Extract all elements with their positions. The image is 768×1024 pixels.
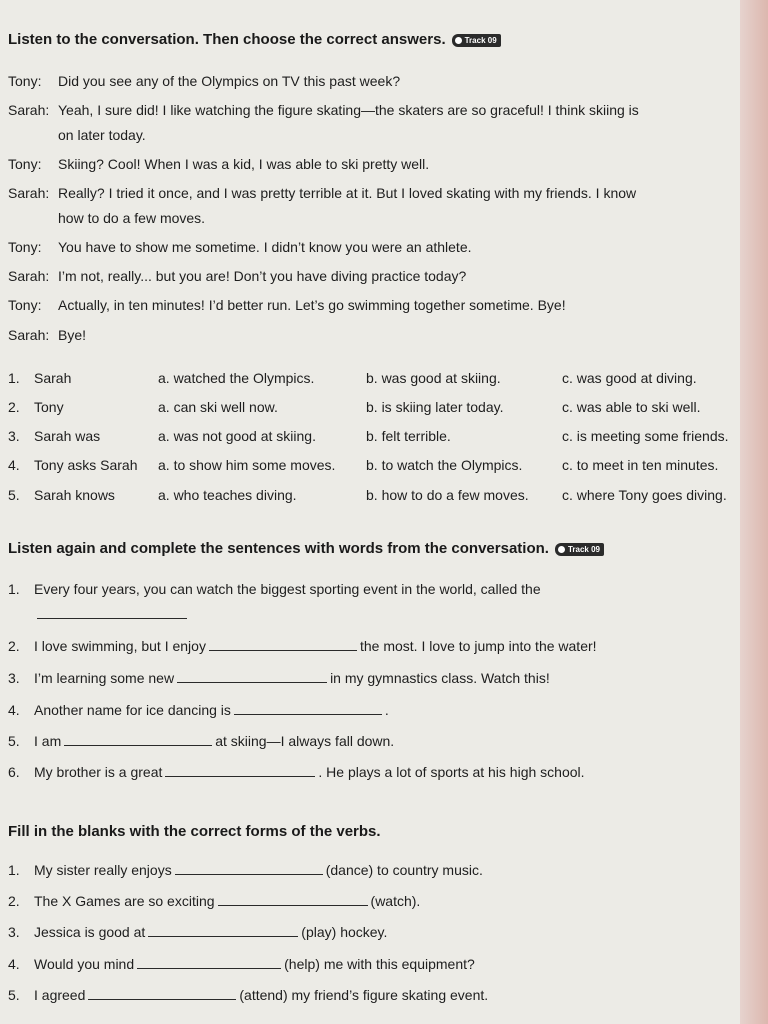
option-a[interactable]: a. watched the Olympics. bbox=[158, 370, 315, 386]
option-c[interactable]: c. was able to ski well. bbox=[562, 399, 701, 415]
option-c[interactable]: c. where Tony goes diving. bbox=[562, 487, 727, 503]
option-c[interactable]: c. was good at diving. bbox=[562, 370, 697, 386]
sentence-item-continuation bbox=[34, 606, 190, 622]
question-stem: Sarah was bbox=[34, 428, 101, 444]
dialogue-continuation: on later today. bbox=[58, 127, 146, 143]
sentence-item: 4. Another name for ice dancing is . bbox=[8, 702, 389, 718]
question-stem: Sarah knows bbox=[34, 487, 115, 503]
question-stem: Tony bbox=[34, 399, 64, 415]
answer-blank[interactable] bbox=[165, 764, 315, 777]
audio-disc-icon bbox=[455, 37, 462, 44]
track-badge: Track 09 bbox=[452, 34, 501, 47]
answer-blank[interactable] bbox=[88, 987, 236, 1000]
section2-heading: Listen again and complete the sentences with words from the conversation. Track 09 bbox=[8, 540, 604, 557]
dialogue-line: Tony: You have to show me sometime. I didn’t know you were an athlete. bbox=[8, 239, 472, 255]
answer-blank[interactable] bbox=[177, 670, 327, 683]
section3-heading: Fill in the blanks with the correct forms of the verbs. bbox=[8, 823, 381, 840]
answer-blank[interactable] bbox=[209, 638, 357, 651]
answer-blank[interactable] bbox=[64, 733, 212, 746]
sentence-item: 3. I’m learning some new in my gymnastics class. Watch this! bbox=[8, 670, 550, 686]
verb-item: 2. The X Games are so exciting (watch). bbox=[8, 893, 421, 909]
verb-item: 1. My sister really enjoys (dance) to country music. bbox=[8, 862, 483, 878]
option-b[interactable]: b. how to do a few moves. bbox=[366, 487, 529, 503]
dialogue-line: Tony: Did you see any of the Olympics on TV this past week? bbox=[8, 73, 401, 89]
option-b[interactable]: b. felt terrible. bbox=[366, 428, 451, 444]
sentence-item: 5. I am at skiing—I always fall down. bbox=[8, 733, 395, 749]
verb-item: 3. Jessica is good at (play) hockey. bbox=[8, 924, 388, 940]
workbook-page: Listen to the conversation. Then choose the correct answers. Track 09 Tony: Did you see any of the Olympics on TV this past week? Sarah: Yeah, I sure did! I like watching the figure skating—the skaters are so graceful! I think skiing is on later today. Tony: Skiing? Cool! When I was a kid, I was able to ski pretty well. Sarah: Really? I tried it once, and I was pretty terrible at it. But I loved skating with my friends. I know how to do a few moves. Tony: You have to show me sometime. I didn’t know you were an athlete. Sarah: I’m not, really... but you are! Don’t you have diving practice today? Tony: Actually, in ten minutes! I’d better run. Let’s go swimming together sometime. Bye! Sarah: Bye! 1. Sarah a. watched the Olympics. b. was good at skiing. c. was good at diving. 2. Tony a. can ski well now. b. is skiing later today. c. was able to ski well. 3. Sarah was a. was not good at skiing. b. felt terrible. c. is meeting some friends. 4. Tony asks Sarah a. to show him some moves. b. to watch the Olympics. c. to meet in ten minutes. 5. Sarah knows a. who teaches diving. b. how to do a few moves. c. where Tony goes diving. Listen again and complete the sentences with words from the conversation. Track 09 1. Every four years, you can watch the biggest sporting event in the world, called the 2. I love swimming, but I enjoy the most. I love to jump into the water! 3. I’m learning some new in my gymnastics class. Watch this! 4. Another name for ice dancing is . 5. I am at skiing—I always fall down. 6. My brother is a great . He plays a lot of sports at his high school. Fill in the blanks with the correct forms of the verbs. 1. My sister really enjoys (dance) to country music. 2. The X Games are so exciting (watch). 3. Jessica is good at (play) hockey. 4. Would you mind (help) me with this equipment? 5. I agreed (attend) my friend’s figure skating event. bbox=[8, 31, 729, 1003]
option-b[interactable]: b. is skiing later today. bbox=[366, 399, 504, 415]
dialogue-line: Tony: Actually, in ten minutes! I’d better run. Let’s go swimming together sometime. Bye! bbox=[8, 297, 566, 313]
option-a[interactable]: a. to show him some moves. bbox=[158, 457, 336, 473]
section1-heading: Listen to the conversation. Then choose the correct answers. Track 09 bbox=[8, 31, 501, 48]
verb-item: 4. Would you mind (help) me with this equipment? bbox=[8, 956, 475, 972]
dialogue-line: Sarah: I’m not, really... but you are! Don’t you have diving practice today? bbox=[8, 268, 467, 284]
sentence-item: 6. My brother is a great . He plays a lot of sports at his high school. bbox=[8, 764, 585, 780]
dialogue-line: Sarah: Bye! bbox=[8, 327, 87, 343]
dialogue-line: Sarah: Really? I tried it once, and I was pretty terrible at it. But I loved skating with my friends. I know bbox=[8, 185, 637, 201]
verb-item: 5. I agreed (attend) my friend’s figure skating event. bbox=[8, 987, 489, 1003]
answer-blank[interactable] bbox=[37, 606, 187, 619]
option-b[interactable]: b. was good at skiing. bbox=[366, 370, 501, 386]
answer-blank[interactable] bbox=[234, 702, 382, 715]
dialogue-line: Sarah: Yeah, I sure did! I like watching the figure skating—the skaters are so graceful! I think skiing is bbox=[8, 102, 639, 118]
audio-disc-icon bbox=[558, 546, 565, 553]
option-a[interactable]: a. who teaches diving. bbox=[158, 487, 297, 503]
sentence-item: 2. I love swimming, but I enjoy the most. I love to jump into the water! bbox=[8, 638, 597, 654]
answer-blank[interactable] bbox=[218, 893, 368, 906]
option-b[interactable]: b. to watch the Olympics. bbox=[366, 457, 523, 473]
track-badge: Track 09 bbox=[555, 543, 604, 556]
option-a[interactable]: a. can ski well now. bbox=[158, 399, 278, 415]
page-edge bbox=[740, 0, 768, 1024]
option-c[interactable]: c. to meet in ten minutes. bbox=[562, 457, 719, 473]
dialogue-continuation: how to do a few moves. bbox=[58, 210, 206, 226]
answer-blank[interactable] bbox=[137, 956, 281, 969]
dialogue-line: Tony: Skiing? Cool! When I was a kid, I was able to ski pretty well. bbox=[8, 156, 430, 172]
question-stem: Sarah bbox=[34, 370, 72, 386]
option-a[interactable]: a. was not good at skiing. bbox=[158, 428, 316, 444]
answer-blank[interactable] bbox=[175, 862, 323, 875]
sentence-item: 1. Every four years, you can watch the biggest sporting event in the world, called the bbox=[8, 581, 541, 597]
answer-blank[interactable] bbox=[148, 924, 298, 937]
question-stem: Tony asks Sarah bbox=[34, 457, 138, 473]
option-c[interactable]: c. is meeting some friends. bbox=[562, 428, 729, 444]
